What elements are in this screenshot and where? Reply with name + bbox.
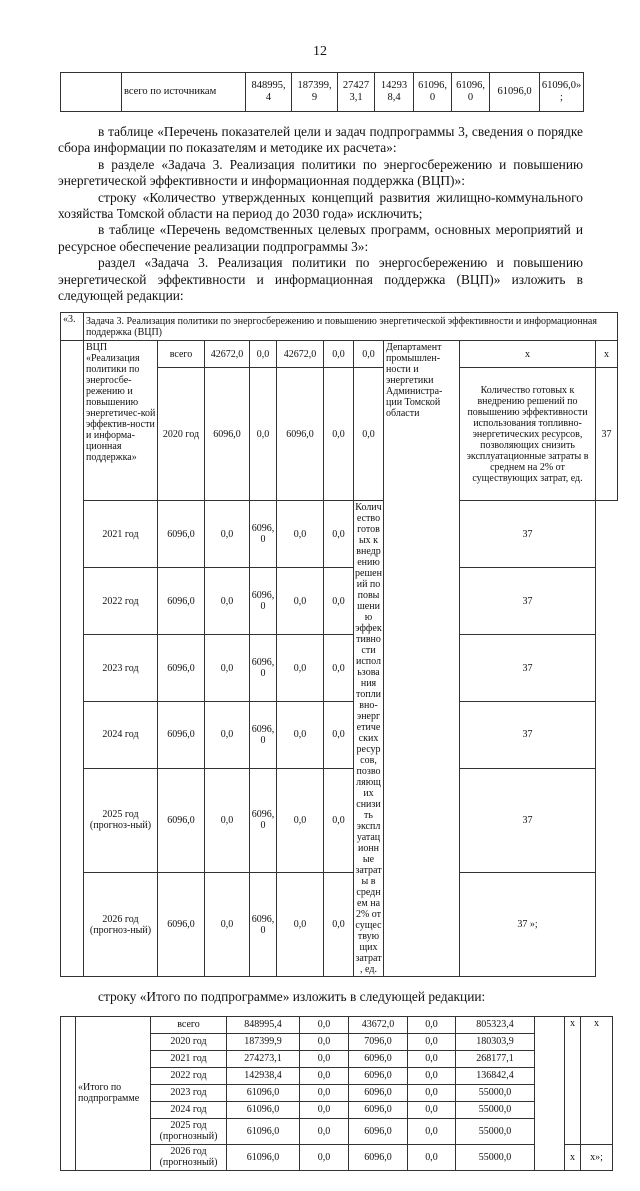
- department-cell: Департамент промышлен-ности и энергетики Администра-ции Томской области: [384, 341, 460, 977]
- value-cell: 0,0: [277, 635, 324, 702]
- program-name: ВЦП «Реализация политики по энергосбе-режению и повышению энергетичес-кой эффектив-ности и информа-ционная поддержка»: [84, 341, 158, 501]
- indicator-value: 37: [460, 568, 596, 635]
- value-cell: 0,0: [324, 768, 354, 872]
- value-cell: 0,0: [277, 873, 324, 977]
- value-cell: 61096,0: [227, 1118, 300, 1144]
- value-cell: 55000,0: [456, 1101, 535, 1118]
- value-cell: 0,0: [324, 568, 354, 635]
- x-cell: x: [565, 1144, 581, 1170]
- value-cell: 848995,4: [227, 1016, 300, 1033]
- value-cell: 0,0: [277, 702, 324, 769]
- value-cell: 142938,4: [227, 1067, 300, 1084]
- value-cell: 0,0: [354, 368, 384, 501]
- paragraph: строку «Количество утвержденных концепций развития жилищно-коммунального хозяйства Томской области на период до 2030 года» исключить;: [58, 189, 583, 222]
- value-cell: 0,0: [324, 501, 354, 568]
- period-cell: 2022 год: [84, 568, 158, 635]
- value-cell: 0,0: [408, 1033, 456, 1050]
- value-cell: 61096,0: [227, 1144, 300, 1170]
- table-row: [61, 635, 618, 702]
- value-cell: 0,0: [408, 1144, 456, 1170]
- value-cell: 6096,0: [349, 1084, 408, 1101]
- value-cell: 0,0: [205, 873, 250, 977]
- value-cell: 0,0: [205, 635, 250, 702]
- itogo-table: [60, 1016, 613, 1171]
- body-text: [58, 124, 583, 304]
- value-cell: 27427 3,1: [338, 73, 375, 112]
- value-cell: 61096,0: [227, 1084, 300, 1101]
- table-row: [61, 702, 618, 769]
- value-cell: 14293 8,4: [375, 73, 414, 112]
- value-cell: 6096,0: [349, 1144, 408, 1170]
- value-cell: 0,0: [205, 768, 250, 872]
- table-row: [61, 501, 618, 568]
- period-cell: 2021 год: [151, 1050, 227, 1067]
- value-cell: 55000,0: [456, 1144, 535, 1170]
- value-cell: 61096,0: [227, 1101, 300, 1118]
- value-cell: 0,0: [324, 635, 354, 702]
- value-cell: 6096,0: [158, 702, 205, 769]
- indicator-cell: x: [460, 341, 596, 368]
- value-cell: 6096,0: [250, 568, 277, 635]
- table-row: [61, 768, 618, 872]
- indicator-value: 37: [460, 768, 596, 872]
- value-cell: 0,0: [300, 1144, 349, 1170]
- value-cell: 6096,0: [158, 501, 205, 568]
- value-cell: 43672,0: [349, 1016, 408, 1033]
- period-cell: 2026 год (прогноз-ный): [84, 873, 158, 977]
- value-cell: 42672,0: [205, 341, 250, 368]
- value-cell: 0,0: [408, 1016, 456, 1033]
- value-cell: 0,0: [408, 1118, 456, 1144]
- indicator-cell: Количество готовых к внедрению решений по повышению эффективности использования топливно-энергетических ресурсов, позволяющих снизить эксплуатационные затраты в среднем на 2% от существующих затрат, ед.: [355, 502, 382, 976]
- value-cell: 0,0: [300, 1101, 349, 1118]
- indicator-value: 37 »;: [460, 873, 596, 977]
- value-cell: 0,0: [205, 501, 250, 568]
- paragraph: раздел «Задача 3. Реализация политики по энергосбережению и повышению энергетической эффективности и информационная поддержка (ВЦП)» изложить в следующей редакции:: [58, 255, 583, 304]
- x-cell: x: [581, 1016, 613, 1144]
- value-cell: 0,0: [408, 1050, 456, 1067]
- value-cell: 0,0: [277, 501, 324, 568]
- table-row: [61, 341, 618, 368]
- row-label: всего по источникам: [122, 73, 246, 112]
- period-cell: 2021 год: [84, 501, 158, 568]
- value-cell: 0,0: [300, 1118, 349, 1144]
- period-cell: 2020 год: [158, 368, 205, 501]
- value-cell: 61096, 0: [414, 73, 452, 112]
- value-cell: 61096,0: [490, 73, 540, 112]
- value-cell: 0,0: [250, 368, 277, 501]
- value-cell: 0,0: [300, 1067, 349, 1084]
- value-cell: 6096,0: [158, 635, 205, 702]
- x-cell: x»;: [581, 1144, 613, 1170]
- period-cell: 2024 год: [151, 1101, 227, 1118]
- value-cell: 6096,0: [205, 368, 250, 501]
- value-cell: 0,0: [408, 1101, 456, 1118]
- value-cell: 0,0: [250, 341, 277, 368]
- empty-cell: [61, 1016, 76, 1170]
- paragraph: в таблице «Перечень ведомственных целевых программ, основных мероприятий и ресурсное обеспечение реализации подпрограммы 3»:: [58, 222, 583, 254]
- value-cell: 61096,0»;: [540, 73, 584, 112]
- value-cell: 0,0: [277, 768, 324, 872]
- period-cell: 2024 год: [84, 702, 158, 769]
- value-cell: 0,0: [324, 341, 354, 368]
- period-cell: 2025 год (прогнозный): [151, 1118, 227, 1144]
- value-cell: 180303,9: [456, 1033, 535, 1050]
- itogo-label: «Итого по подпрограмме: [76, 1016, 151, 1170]
- value-cell: 6096,0: [250, 635, 277, 702]
- value-cell: 274273,1: [227, 1050, 300, 1067]
- value-cell: 0,0: [324, 873, 354, 977]
- value-cell: 0,0: [300, 1016, 349, 1033]
- paragraph: в разделе «Задача 3. Реализация политики по энергосбережению и повышению энергетической эффективности и информационная поддержка (ВЦП)»:: [58, 156, 583, 189]
- empty-cell: [535, 1016, 565, 1170]
- value-cell: 55000,0: [456, 1084, 535, 1101]
- value-cell: 848995, 4: [246, 73, 292, 112]
- value-cell: 187399,9: [227, 1033, 300, 1050]
- value-cell: 42672,0: [277, 341, 324, 368]
- table-row: [61, 873, 618, 977]
- period-cell: 2023 год: [84, 635, 158, 702]
- value-cell: 6096,0: [158, 568, 205, 635]
- value-cell: 6096,0: [250, 501, 277, 568]
- indicator-value: 37: [460, 501, 596, 568]
- value-cell: 6096,0: [250, 768, 277, 872]
- x-cell: x: [565, 1016, 581, 1144]
- value-cell: 0,0: [354, 341, 384, 368]
- period-cell: 2026 год (прогнозный): [151, 1144, 227, 1170]
- empty-cell: [61, 341, 84, 977]
- value-cell: 0,0: [408, 1067, 456, 1084]
- indicator-value: 37: [596, 368, 618, 501]
- period-cell: 2025 год (прогноз-ный): [84, 768, 158, 872]
- value-cell: 805323,4: [456, 1016, 535, 1033]
- value-cell: 0,0: [300, 1050, 349, 1067]
- value-cell: 6096,0: [349, 1050, 408, 1067]
- itogo-instruction: строку «Итого по подпрограмме» изложить в следующей редакции:: [98, 989, 486, 1005]
- indicator-value: 37: [460, 702, 596, 769]
- indicator-value: 37: [460, 635, 596, 702]
- task-title: Задача 3. Реализация политики по энергосбережению и повышению энергетической эффективности и информационная поддержка (ВЦП): [84, 313, 618, 341]
- value-cell: 187399, 9: [292, 73, 338, 112]
- task-number: «3.: [61, 313, 84, 341]
- period-cell: всего: [151, 1016, 227, 1033]
- value-cell: 0,0: [300, 1084, 349, 1101]
- value-cell: 0,0: [408, 1084, 456, 1101]
- value-cell: 6096,0: [349, 1118, 408, 1144]
- empty-cell: [61, 73, 122, 112]
- value-cell: 268177,1: [456, 1050, 535, 1067]
- value-cell: 6096,0: [250, 702, 277, 769]
- period-cell: 2022 год: [151, 1067, 227, 1084]
- value-cell: 0,0: [205, 568, 250, 635]
- table-row: [61, 1016, 613, 1033]
- indicator-cell: Количество готовых к внедрению решений по повышению эффективности использования топливно-энергетических ресурсов, позволяющих снизить эксплуатационные затраты в среднем на 2% от существующих затрат, ед.: [460, 368, 596, 501]
- value-cell: 61096, 0: [452, 73, 490, 112]
- value-cell: 0,0: [324, 702, 354, 769]
- value-cell: 6096,0: [349, 1101, 408, 1118]
- value-cell: 6096,0: [277, 368, 324, 501]
- value-cell: 6096,0: [158, 768, 205, 872]
- period-cell: 2023 год: [151, 1084, 227, 1101]
- page-number: 12: [313, 44, 327, 59]
- period-cell: всего: [158, 341, 205, 368]
- task-3-table: [60, 312, 618, 977]
- value-cell: 6096,0: [349, 1067, 408, 1084]
- period-cell: 2020 год: [151, 1033, 227, 1050]
- value-cell: 6096,0: [250, 873, 277, 977]
- value-cell: 7096,0: [349, 1033, 408, 1050]
- value-cell: 6096,0: [158, 873, 205, 977]
- value-cell: 0,0: [277, 568, 324, 635]
- table-row: [61, 568, 618, 635]
- indicator-value: x: [596, 341, 618, 368]
- value-cell: 0,0: [205, 702, 250, 769]
- value-cell: 0,0: [300, 1033, 349, 1050]
- value-cell: 0,0: [324, 368, 354, 501]
- paragraph: в таблице «Перечень показателей цели и задач подпрограммы 3, сведения о порядке сбора информации по показателям и методике их расчета»:: [58, 124, 583, 156]
- sources-total-table: [60, 72, 584, 112]
- value-cell: 136842,4: [456, 1067, 535, 1084]
- value-cell: 55000,0: [456, 1118, 535, 1144]
